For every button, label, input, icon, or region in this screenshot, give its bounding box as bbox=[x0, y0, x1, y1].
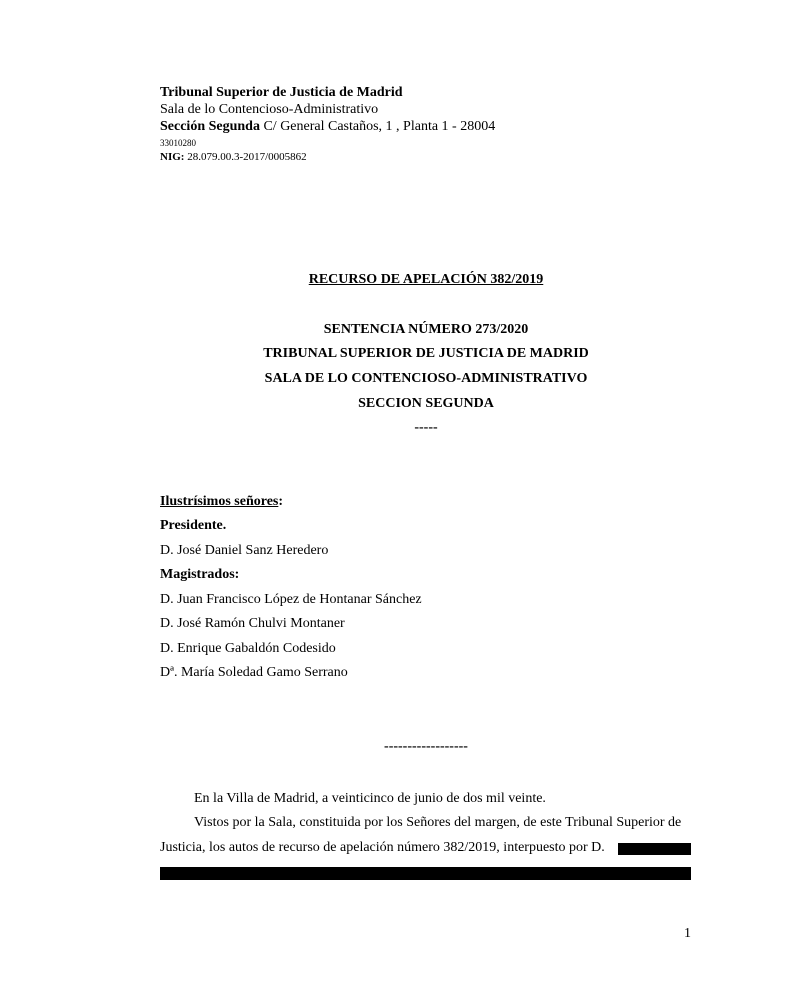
court-title: TRIBUNAL SUPERIOR DE JUSTICIA DE MADRID bbox=[263, 346, 589, 361]
president-name: D. José Daniel Sanz Heredero bbox=[160, 543, 329, 558]
judges-heading-colon: : bbox=[278, 494, 284, 509]
long-separator: ------------------ bbox=[384, 739, 468, 754]
nig-label: NIG: bbox=[160, 151, 185, 163]
body-line-vistos: Vistos por la Sala, constituida por los Señores del margen, de este Tribunal Superior de bbox=[194, 815, 682, 830]
court-address: C/ General Castaños, 1 , Planta 1 - 28004 bbox=[259, 119, 496, 134]
body-line-justicia: Justicia, los autos de recurso de apelación número 382/2019, interpuesto por D. bbox=[160, 840, 605, 855]
short-separator: ----- bbox=[414, 420, 438, 435]
section-label: Sección Segunda bbox=[160, 119, 260, 134]
appeal-title: RECURSO DE APELACIÓN 382/2019 bbox=[308, 272, 544, 287]
magistrate-name: D. Juan Francisco López de Hontanar Sánchez bbox=[160, 592, 422, 607]
nig-line bbox=[160, 151, 307, 164]
president-label: Presidente. bbox=[160, 518, 227, 533]
chamber-title: SALA DE LO CONTENCIOSO-ADMINISTRATIVO bbox=[264, 371, 588, 386]
magistrates-label: Magistrados: bbox=[160, 567, 240, 582]
judges-heading bbox=[160, 494, 283, 510]
redaction-bar bbox=[160, 867, 691, 880]
magistrate-name: D. José Ramón Chulvi Montaner bbox=[160, 616, 345, 631]
judgment-number: SENTENCIA NÚMERO 273/2020 bbox=[323, 322, 529, 337]
magistrate-name: Dª. María Soledad Gamo Serrano bbox=[160, 665, 348, 680]
chamber-name: Sala de lo Contencioso-Administrativo bbox=[160, 102, 379, 117]
court-name: Tribunal Superior de Justicia de Madrid bbox=[160, 85, 403, 100]
redaction-bar bbox=[618, 843, 691, 855]
section-title: SECCION SEGUNDA bbox=[358, 396, 494, 411]
nig-value: 28.079.00.3-2017/0005862 bbox=[184, 151, 307, 163]
judges-heading-text: Ilustrísimos señores bbox=[160, 494, 279, 509]
section-address bbox=[160, 118, 495, 136]
body-line-date: En la Villa de Madrid, a veinticinco de junio de dos mil veinte. bbox=[194, 791, 546, 806]
court-code: 33010280 bbox=[160, 138, 196, 148]
page-number: 1 bbox=[684, 926, 691, 941]
magistrate-name: D. Enrique Gabaldón Codesido bbox=[160, 641, 336, 656]
